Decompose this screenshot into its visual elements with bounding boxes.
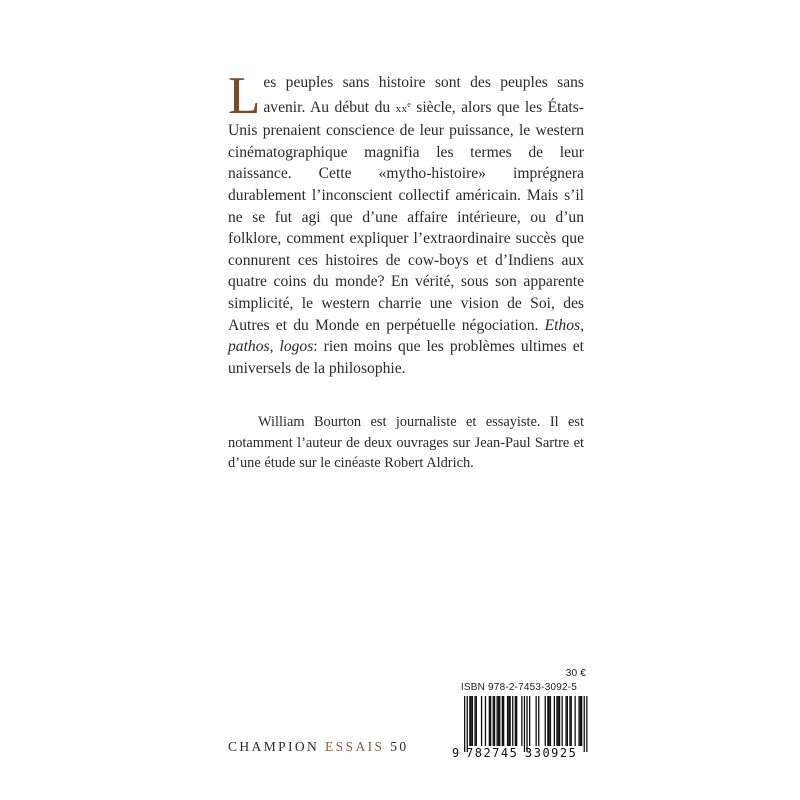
barcode-bar — [554, 696, 555, 746]
blurb-text-part-2: siècle, alors que les États-Unis prenaient conscience de leur puissance, le western cinématographique magnifia les termes de leur naissance. Cette «mytho-histoire» imprégnera durablement l’inconscient collectif américain. Mais s’il ne se fut agi que d’une affaire intérieure, ou d’un folklore, comment expliquer l’extraordinaire succès que connurent ces histoires de cow-boys et d’Indiens aux quatre coins du monde? En vérité, sous son apparente simplicité, le western charrie une vision de Soi, des Autres et du Monde en perpétuelle négociation. — [228, 98, 584, 334]
barcode-bar — [524, 696, 525, 752]
drop-cap-letter: L — [228, 67, 261, 125]
barcode-bar — [497, 696, 498, 746]
barcode-bar — [467, 696, 468, 752]
isbn-barcode-block — [452, 680, 588, 766]
isbn-label: ISBN 978-2-7453-3092-5 — [460, 682, 578, 693]
barcode-bar — [550, 696, 551, 746]
barcode-bar — [469, 696, 470, 746]
series-number: 50 — [390, 739, 409, 754]
barcode-bar — [474, 696, 475, 746]
barcode-bar — [521, 696, 522, 746]
barcode-bar — [536, 696, 537, 746]
barcode-bar — [510, 696, 511, 746]
barcode-bar — [471, 696, 472, 746]
barcode-bar — [502, 696, 503, 746]
price-label: 30 € — [565, 667, 586, 679]
barcode-bar — [499, 696, 500, 746]
blurb-text-part-3: : rien moins que les problèmes ultimes et universels de la philosophie. — [228, 338, 584, 377]
barcode-bar — [512, 696, 513, 746]
barcode-bar — [464, 696, 465, 752]
barcode-bar — [476, 696, 477, 746]
barcode-bar — [558, 696, 559, 746]
barcode-bar — [575, 696, 576, 746]
barcode-first-digit: 9 — [452, 746, 460, 760]
barcode-bar — [515, 696, 516, 746]
barcode-bar — [569, 696, 570, 746]
publisher-name: CHAMPION — [228, 739, 320, 754]
barcode-bar — [584, 696, 585, 752]
barcode-bar — [489, 696, 490, 746]
barcode-bar — [549, 696, 550, 746]
barcode-bar — [565, 696, 566, 746]
barcode-bar — [490, 696, 491, 746]
barcode-bar — [503, 696, 504, 746]
century-numeral: xx — [395, 102, 408, 115]
barcode-bar — [545, 696, 546, 746]
barcode-bar — [498, 696, 499, 746]
barcode-left-digits: 782745 — [466, 746, 519, 760]
barcode-bar — [472, 696, 473, 746]
barcode-bar — [529, 696, 530, 746]
author-bio: William Bourton est journaliste et essayiste. Il est notamment l’auteur de deux ouvrages sur Jean-Paul Sartre et d’une étude sur le cinéaste Robert Aldrich. — [228, 414, 584, 471]
barcode-bar — [581, 696, 582, 746]
barcode-bar — [508, 696, 509, 746]
barcode-bar — [586, 696, 587, 752]
barcode-bar — [578, 696, 579, 746]
barcode-bar — [516, 696, 517, 746]
barcode-bar — [507, 696, 508, 746]
barcode-right-digits: 330925 — [525, 746, 578, 760]
series-name: ESSAIS — [325, 739, 385, 754]
barcode-bar — [493, 696, 494, 746]
barcode-bar — [547, 696, 548, 746]
barcode-bar — [481, 696, 482, 746]
century-superscript: e — [407, 99, 411, 109]
barcode-bar — [571, 696, 572, 746]
collection-imprint — [228, 739, 409, 755]
barcode-bar — [485, 696, 486, 746]
barcode-bar — [556, 696, 557, 746]
barcode-bar — [580, 696, 581, 746]
barcode-bar — [526, 696, 527, 752]
blurb-paragraph — [228, 67, 584, 379]
barcode-bar — [494, 696, 495, 746]
barcode-bar — [567, 696, 568, 746]
barcode-bar — [562, 696, 563, 746]
barcode-bar — [538, 696, 539, 746]
blurb-text-part-1: es peuples sans histoire sont des peuples sans avenir. Au début du — [263, 74, 584, 116]
barcode-bar — [559, 696, 560, 746]
blurb-italic-terms: Ethos, pathos, logos — [228, 316, 584, 356]
